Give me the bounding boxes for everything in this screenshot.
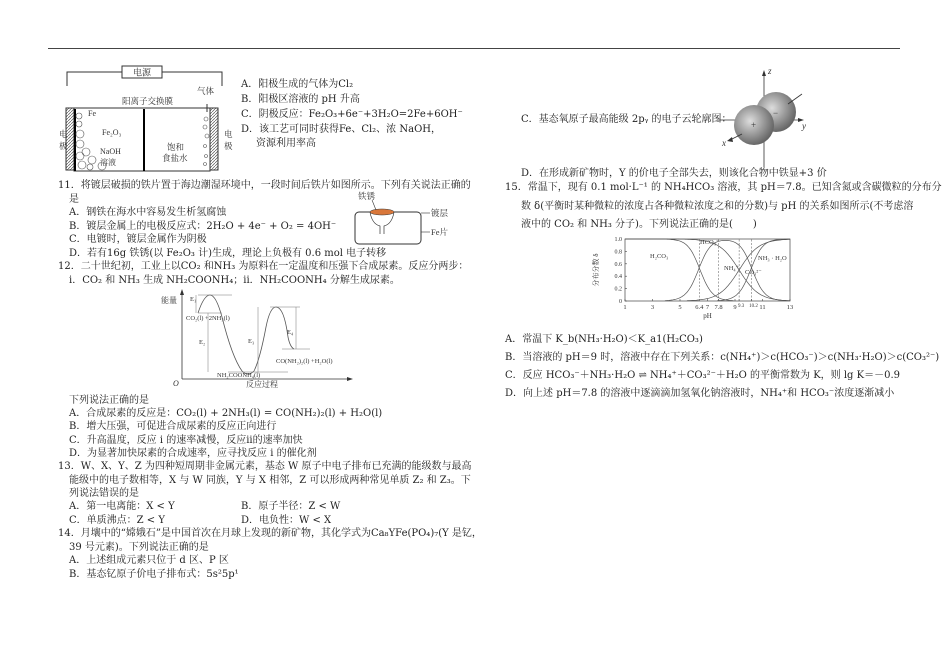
electrode-left: 电 bbox=[59, 129, 68, 139]
series-label: NH₄⁺ bbox=[724, 265, 740, 272]
series-label: NH₃ · H₂O bbox=[758, 255, 787, 262]
brine-label: 饱和 bbox=[167, 142, 185, 152]
x-tick-label: 7.8 bbox=[714, 304, 723, 311]
q12-stem-2: i．CO₂ 和 NH₃ 生成 NH₂COONH₄；ii．NH₂COONH₄ 分解生成尿素。 bbox=[69, 275, 400, 286]
x-axis-label: x bbox=[722, 138, 726, 148]
x-tick-label: 6.4 bbox=[695, 304, 704, 311]
q13-stem-2: 能级中的电子数相等，X 与 W 同族，Y 与 X 相邻，Z 可以形成两种常见单质 Z₂ 和 Z₃。下 bbox=[69, 475, 471, 486]
fe2o3-label: Fe₂O₃ bbox=[102, 128, 122, 137]
q13-option-a: A．第一电离能：X < Y bbox=[69, 501, 175, 512]
x-tick-label: 10.2 bbox=[749, 304, 758, 309]
electrode-right: 电 bbox=[224, 129, 233, 139]
y-tick-label: 1.0 bbox=[614, 237, 622, 243]
fe-plate-label: Fe片 bbox=[431, 227, 449, 237]
intermediate-label: NH₂COONH₄(l) bbox=[217, 372, 261, 379]
brine-label-2: 食盐水 bbox=[162, 153, 188, 163]
fe-label: Fe bbox=[88, 109, 96, 118]
gas-label: 气体 bbox=[197, 86, 215, 96]
x-tick-label: 1 bbox=[623, 304, 627, 311]
y-tick-label: 0.2 bbox=[614, 286, 622, 293]
series-line-0 bbox=[625, 239, 734, 301]
z-axis-label: z bbox=[768, 66, 772, 76]
corrosion-figure bbox=[352, 190, 472, 250]
series-label: H₂CO₃ bbox=[650, 253, 669, 260]
series-label: CO₃²⁻ bbox=[745, 269, 762, 276]
x-tick-label: 13 bbox=[786, 304, 794, 311]
e2-label: E₂ bbox=[199, 339, 206, 346]
x-tick-label: 3 bbox=[650, 304, 655, 311]
energy-diagram bbox=[160, 287, 360, 387]
rust-label: 铁锈 bbox=[358, 191, 376, 201]
energy-xlabel: 反应过程 bbox=[246, 380, 278, 389]
series-label: HCO₃⁻ bbox=[700, 239, 720, 246]
electrode-right-2: 极 bbox=[224, 141, 233, 151]
header-rule bbox=[48, 48, 900, 49]
q15-stem: 15．常温下，现有 0.1 mol·L⁻¹ 的 NH₄HCO₃ 溶液，其 pH＝7.8。已知含氮或含碳微粒的分布分 bbox=[505, 182, 942, 193]
y-tick-label: 0 bbox=[619, 299, 622, 305]
orbital-figure bbox=[718, 64, 818, 170]
q12-option-c: C．升高温度，反应 i 的速率减慢，反应ii的速率加快 bbox=[69, 435, 303, 446]
q14-stem-2: 39 号元素)。下列说法正确的是 bbox=[69, 542, 209, 553]
q11-option-d: D．若有16g 铁锈(以 Fe₂O₃ 计)生成，理论上负极有 0.6 mol 电子转移 bbox=[69, 248, 387, 259]
q15-option-d: D．向上述 pH＝7.8 的溶液中逐滴滴加氢氧化钠溶液时，NH₄⁺和 HCO₃⁻浓度逐渐减小 bbox=[505, 388, 895, 399]
q13-stem: 13．W、X、Y、Z 为四种短周期非金属元素，基态 W 原子中电子排布已充满的能级数与最高 bbox=[58, 461, 472, 472]
plus-lobe-label: + bbox=[751, 120, 757, 130]
q14-option-d: D．在形成新矿物时，Y 的价电子全部失去，则该化合物中铁显+3 价 bbox=[521, 168, 827, 179]
q13-stem-3: 列说法错误的是 bbox=[69, 488, 139, 499]
x-tick-label: 7 bbox=[705, 304, 710, 311]
energy-ylabel: 能量 bbox=[161, 296, 177, 305]
q14-stem: 14．月壤中的“嫦娥石”是中国首次在月球上发现的新矿物，其化学式为Ca₈YFe(PO₄)₇(Y 是钇， bbox=[58, 528, 482, 539]
y-tick-label: 0.4 bbox=[614, 274, 622, 281]
x-tick-label: 9.3 bbox=[738, 304, 745, 309]
y-tick-label: 0.6 bbox=[614, 261, 622, 268]
q13-option-c: C．单质沸点：Z < Y bbox=[69, 515, 165, 526]
q12-stem: 12．二十世纪初，工业上以CO₂ 和NH₃ 为原料在一定温度和压强下合成尿素。反应分两步： bbox=[58, 261, 469, 272]
series-line-3 bbox=[625, 239, 790, 301]
q10-option-d: D．该工艺可同时获得Fe、Cl₂、浓 NaOH， bbox=[241, 124, 441, 135]
plot-frame bbox=[625, 239, 790, 301]
naoh-label-2: 溶液 bbox=[100, 158, 116, 167]
product-label: CO(NH₂)₂(l) +H₂O(l) bbox=[276, 358, 333, 365]
power-label: 电源 bbox=[132, 67, 152, 78]
e1-label: E₁ bbox=[190, 296, 197, 303]
q13-option-d: D．电负性：W < X bbox=[241, 515, 332, 526]
naoh-label: NaOH bbox=[100, 147, 121, 156]
q10-option-d-cont: 资源利用率高 bbox=[256, 138, 316, 149]
q11-option-c: C．电镀时，镀层金属作为阴极 bbox=[69, 234, 207, 245]
minus-lobe-label: − bbox=[773, 108, 779, 118]
e3-label: E₃ bbox=[248, 338, 255, 345]
membrane-label: 阳离子交换膜 bbox=[122, 96, 174, 106]
x-tick-label: 5 bbox=[678, 304, 682, 311]
q15-option-b: B．当溶液的 pH＝9 时，溶液中存在下列关系：c(NH₄⁺)＞c(HCO₃⁻)＞c(NH₃·H₂O)＞c(CO₃²⁻) bbox=[505, 352, 940, 363]
q14-option-a: A．上述组成元素只位于 d 区、P 区 bbox=[69, 555, 229, 566]
q15-stem-2: 数 δ(平衡时某种微粒的浓度占各种微粒浓度之和的分数)与 pH 的关系如图所示(不考虑溶 bbox=[521, 201, 914, 212]
q15-option-c: C．反应 HCO₃⁻＋NH₃·H₂O ⇌ NH₄⁺＋CO₃²⁻＋H₂O 的平衡常数为 K，则 lg K＝－0.9 bbox=[505, 370, 900, 381]
y-tick-label: 0.8 bbox=[614, 249, 622, 256]
q14-option-b: B．基态钇原子价电子排布式：5s²5p¹ bbox=[69, 569, 239, 580]
y-axis-label: 分布分数 δ bbox=[592, 253, 600, 287]
q10-option-a: A．阳极生成的气体为Cl₂ bbox=[241, 79, 354, 90]
x-tick-label: 9 bbox=[733, 304, 737, 311]
q15-stem-3: 液中的 CO₂ 和 NH₃ 分子)。下列说法正确的是( ) bbox=[521, 219, 757, 230]
q14-option-c: C．基态氧原子最高能级 2pᵧ 的电子云轮廓图： bbox=[521, 114, 732, 125]
q11-option-a: A．钢铁在海水中容易发生析氢腐蚀 bbox=[69, 207, 227, 218]
q10-option-c: C．阴极反应：Fe₂O₃+6e⁻+3H₂O=2Fe+6OH⁻ bbox=[241, 109, 463, 120]
q11-option-b: B．镀层金属上的电极反应式：2H₂O + 4e⁻ + O₂ = 4OH⁻ bbox=[69, 221, 337, 232]
reactant-label: CO₂(l) +2NH₃(l) bbox=[186, 315, 230, 322]
q10-option-b: B．阳极区溶液的 pH 升高 bbox=[241, 94, 360, 105]
q13-option-b: B．原子半径：Z < W bbox=[241, 501, 341, 512]
q12-prompt: 下列说法正确的是 bbox=[69, 395, 149, 406]
x-tick-label: 11 bbox=[759, 304, 766, 311]
e4-label: E₄ bbox=[287, 329, 294, 336]
q12-option-a: A．合成尿素的反应是：CO₂(l) + 2NH₃(l) = CO(NH₂)₂(l) + H₂O(l) bbox=[69, 408, 383, 419]
x-axis-label: pH bbox=[703, 312, 712, 320]
origin-label: O bbox=[173, 379, 179, 388]
y-axis-label: y bbox=[802, 121, 806, 131]
q12-option-b: B．增大压强，可促进合成尿素的反应正向进行 bbox=[69, 421, 277, 432]
electrode-left-2: 极 bbox=[59, 141, 68, 151]
q11-stem: 11．将镀层破损的铁片置于海边潮湿环境中，一段时间后铁片如图所示。下列有关说法正确的 bbox=[58, 180, 471, 191]
distribution-chart bbox=[590, 232, 800, 324]
coating-label: 镀层 bbox=[431, 208, 449, 218]
q11-stem-2: 是 bbox=[69, 194, 79, 205]
q15-option-a: A．常温下 K_b(NH₃·H₂O)＜K_a1(H₂CO₃) bbox=[505, 334, 703, 345]
electrolysis-figure bbox=[59, 64, 242, 176]
q12-option-d: D．为显著加快尿素的合成速率，应寻找反应 i 的催化剂 bbox=[69, 448, 317, 459]
